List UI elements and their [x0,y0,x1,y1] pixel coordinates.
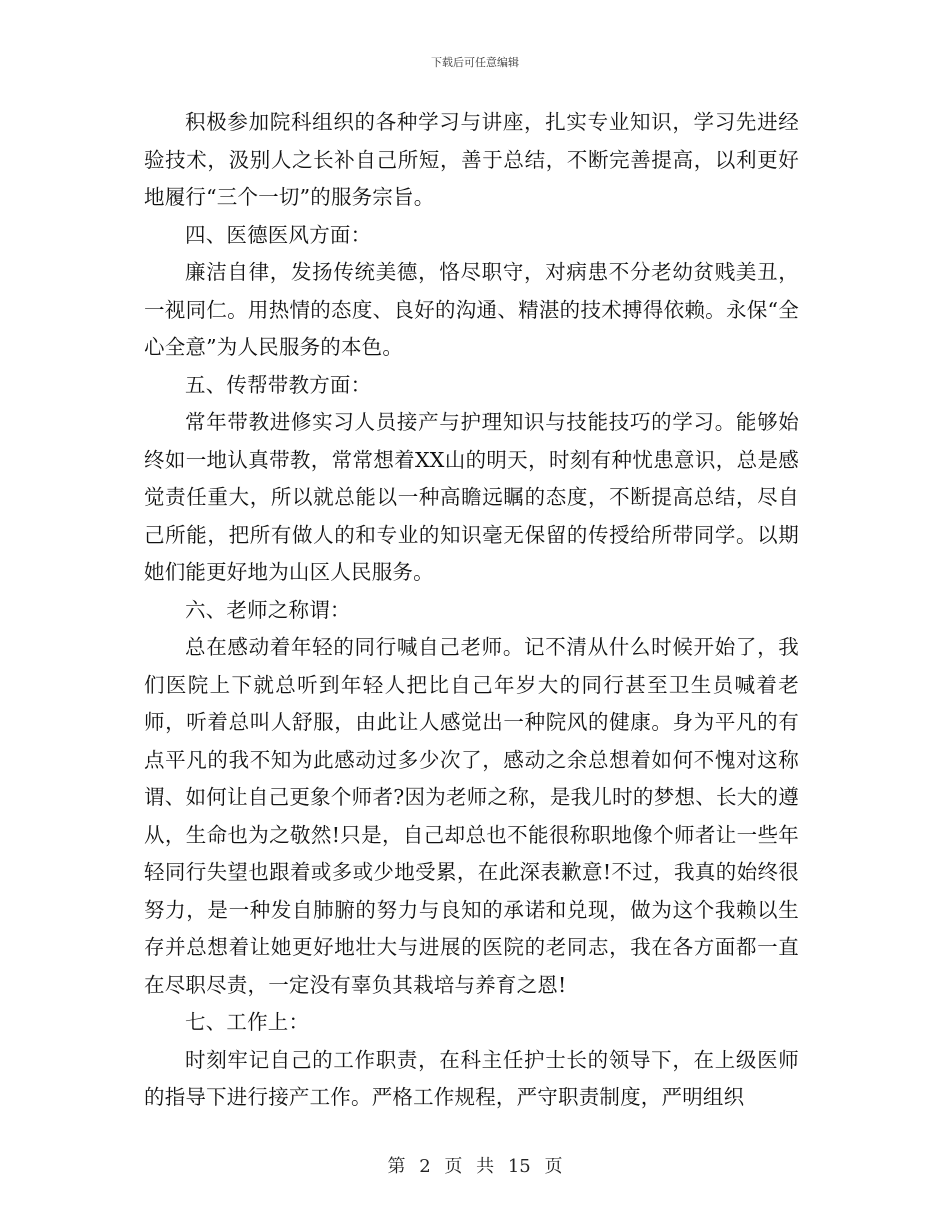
document-body [144,104,799,1117]
section-heading-teacher-title: 六、老师之称谓： [185,597,351,622]
paragraph-work: 时刻牢记自己的工作职责，在科主任护士长的领导下，在上级医师的指导下进行接产工作。严格工作规程，严守职责制度，严明组织 [144,1047,799,1109]
page-header: 下载后可任意编辑 [431,56,519,69]
section-heading-work: 七、工作上： [185,1010,310,1034]
paragraph-study: 积极参加院科组织的各种学习与讲座，扎实专业知识，学习先进经验技术，汲别人之长补自己所短，善于总结，不断完善提高，以利更好地履行“三个一切”的服务宗旨。 [144,110,799,209]
section-heading-mentoring: 五、传帮带教方面： [185,372,372,397]
paragraph-medical-ethics: 廉洁自律，发扬传统美德，恪尽职守，对病患不分老幼贫贱美丑，一视同仁。用热情的态度、良好的沟通、精湛的技术搏得依赖。永保“全心全意”为人民服务的本色。 [144,260,799,359]
section-heading-medical-ethics: 四、医德医风方面： [185,222,372,247]
paragraph-teacher-title: 总在感动着年轻的同行喊自己老师。记不清从什么时候开始了，我们医院上下就总听到年轻人把比自己年岁大的同行甚至卫生员喊着老师，听着总叫人舒服，由此让人感觉出一种院风的健康。身为平凡的有点平凡的我不知为此感动过多少次了，感动之余总想着如何不愧对这称谓、如何让自己更象个师者?因为老师之称，是我儿时的梦想、长大的遵从，生命也为之敬然!只是，自己却总也不能很称职地像个师者让一些年轻同行失望也跟着或多或少地受累，在此深表歉意!不过，我真的始终很努力，是一种发自肺腑的努力与良知的承诺和兑现，做为这个我赖以生存并总想着让她更好地壮大与进展的医院的老同志，我在各方面都一直在尽职尽责，一定没有辜负其栽培与养育之恩! [144,635,799,997]
page-footer: 第 2 页 共 15 页 [387,1156,563,1177]
paragraph-mentoring: 常年带教进修实习人员接产与护理知识与技能技巧的学习。能够始终如一地认真带教，常常想着XX山的明天，时刻有种忧患意识，总是感觉责任重大，所以就总能以一种高瞻远瞩的态度，不断提高总结，尽自己所能，把所有做人的和专业的知识毫无保留的传授给所带同学。以期她们能更好地为山区人民服务。 [144,410,799,584]
